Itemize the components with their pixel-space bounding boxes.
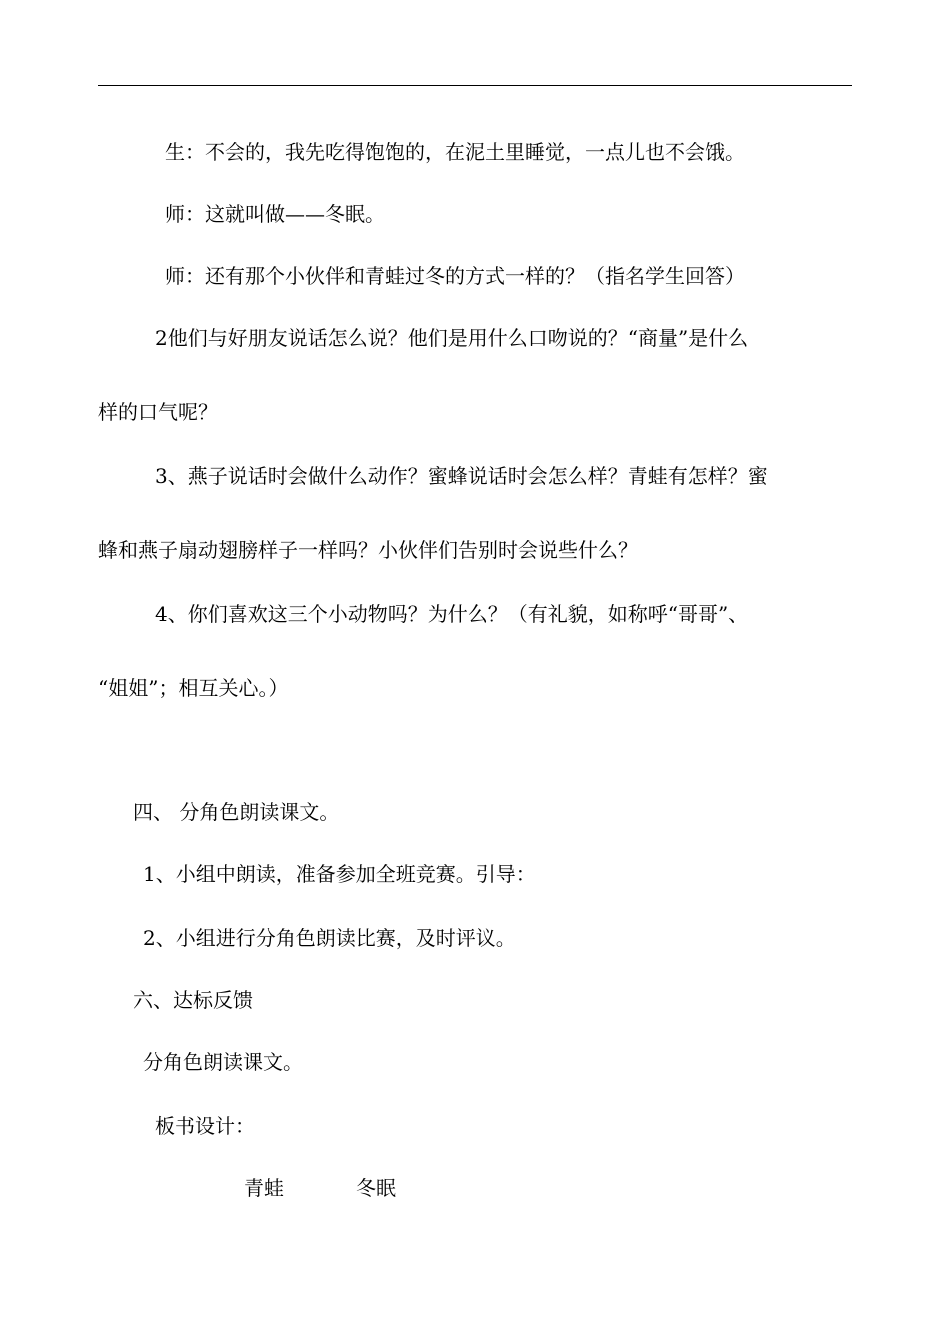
dialogue-student-line: 生：不会的，我先吃得饱饱的，在泥土里睡觉，一点儿也不会饿。	[165, 140, 745, 164]
board-design-label: 板书设计：	[155, 1114, 255, 1138]
question-3-line-2: 蜂和燕子扇动翅膀样子一样吗？小伙伴们告别时会说些什么？	[98, 538, 638, 562]
section-four-heading: 四、 分角色朗读课文。	[133, 800, 340, 824]
header-rule	[98, 85, 852, 86]
section-six-item: 分角色朗读课文。	[143, 1050, 303, 1074]
question-4-line-2: “姐姐”；相互关心。）	[98, 676, 289, 700]
question-2-line-1: 2他们与好朋友说话怎么说？他们是用什么口吻说的？“商量”是什么	[155, 326, 749, 350]
question-3-line-1: 3、燕子说话时会做什么动作？蜜蜂说话时会怎么样？青蛙有怎样？蜜	[155, 464, 768, 488]
board-word-frog: 青蛙	[244, 1176, 284, 1200]
dialogue-teacher-line-2: 师：还有那个小伙伴和青蛙过冬的方式一样的？（指名学生回答）	[165, 264, 745, 288]
section-four-item-1: 1、小组中朗读，准备参加全班竞赛。引导：	[143, 862, 536, 886]
question-2-line-2: 样的口气呢？	[98, 400, 218, 424]
dialogue-teacher-line-1: 师：这就叫做——冬眠。	[165, 202, 385, 226]
question-4-line-1: 4、你们喜欢这三个小动物吗？为什么？（有礼貌，如称呼“哥哥”、	[155, 602, 749, 626]
section-four-item-2: 2、小组进行分角色朗读比赛，及时评议。	[143, 926, 516, 950]
board-word-hibernation: 冬眠	[356, 1176, 396, 1200]
section-six-heading: 六、达标反馈	[133, 988, 253, 1012]
